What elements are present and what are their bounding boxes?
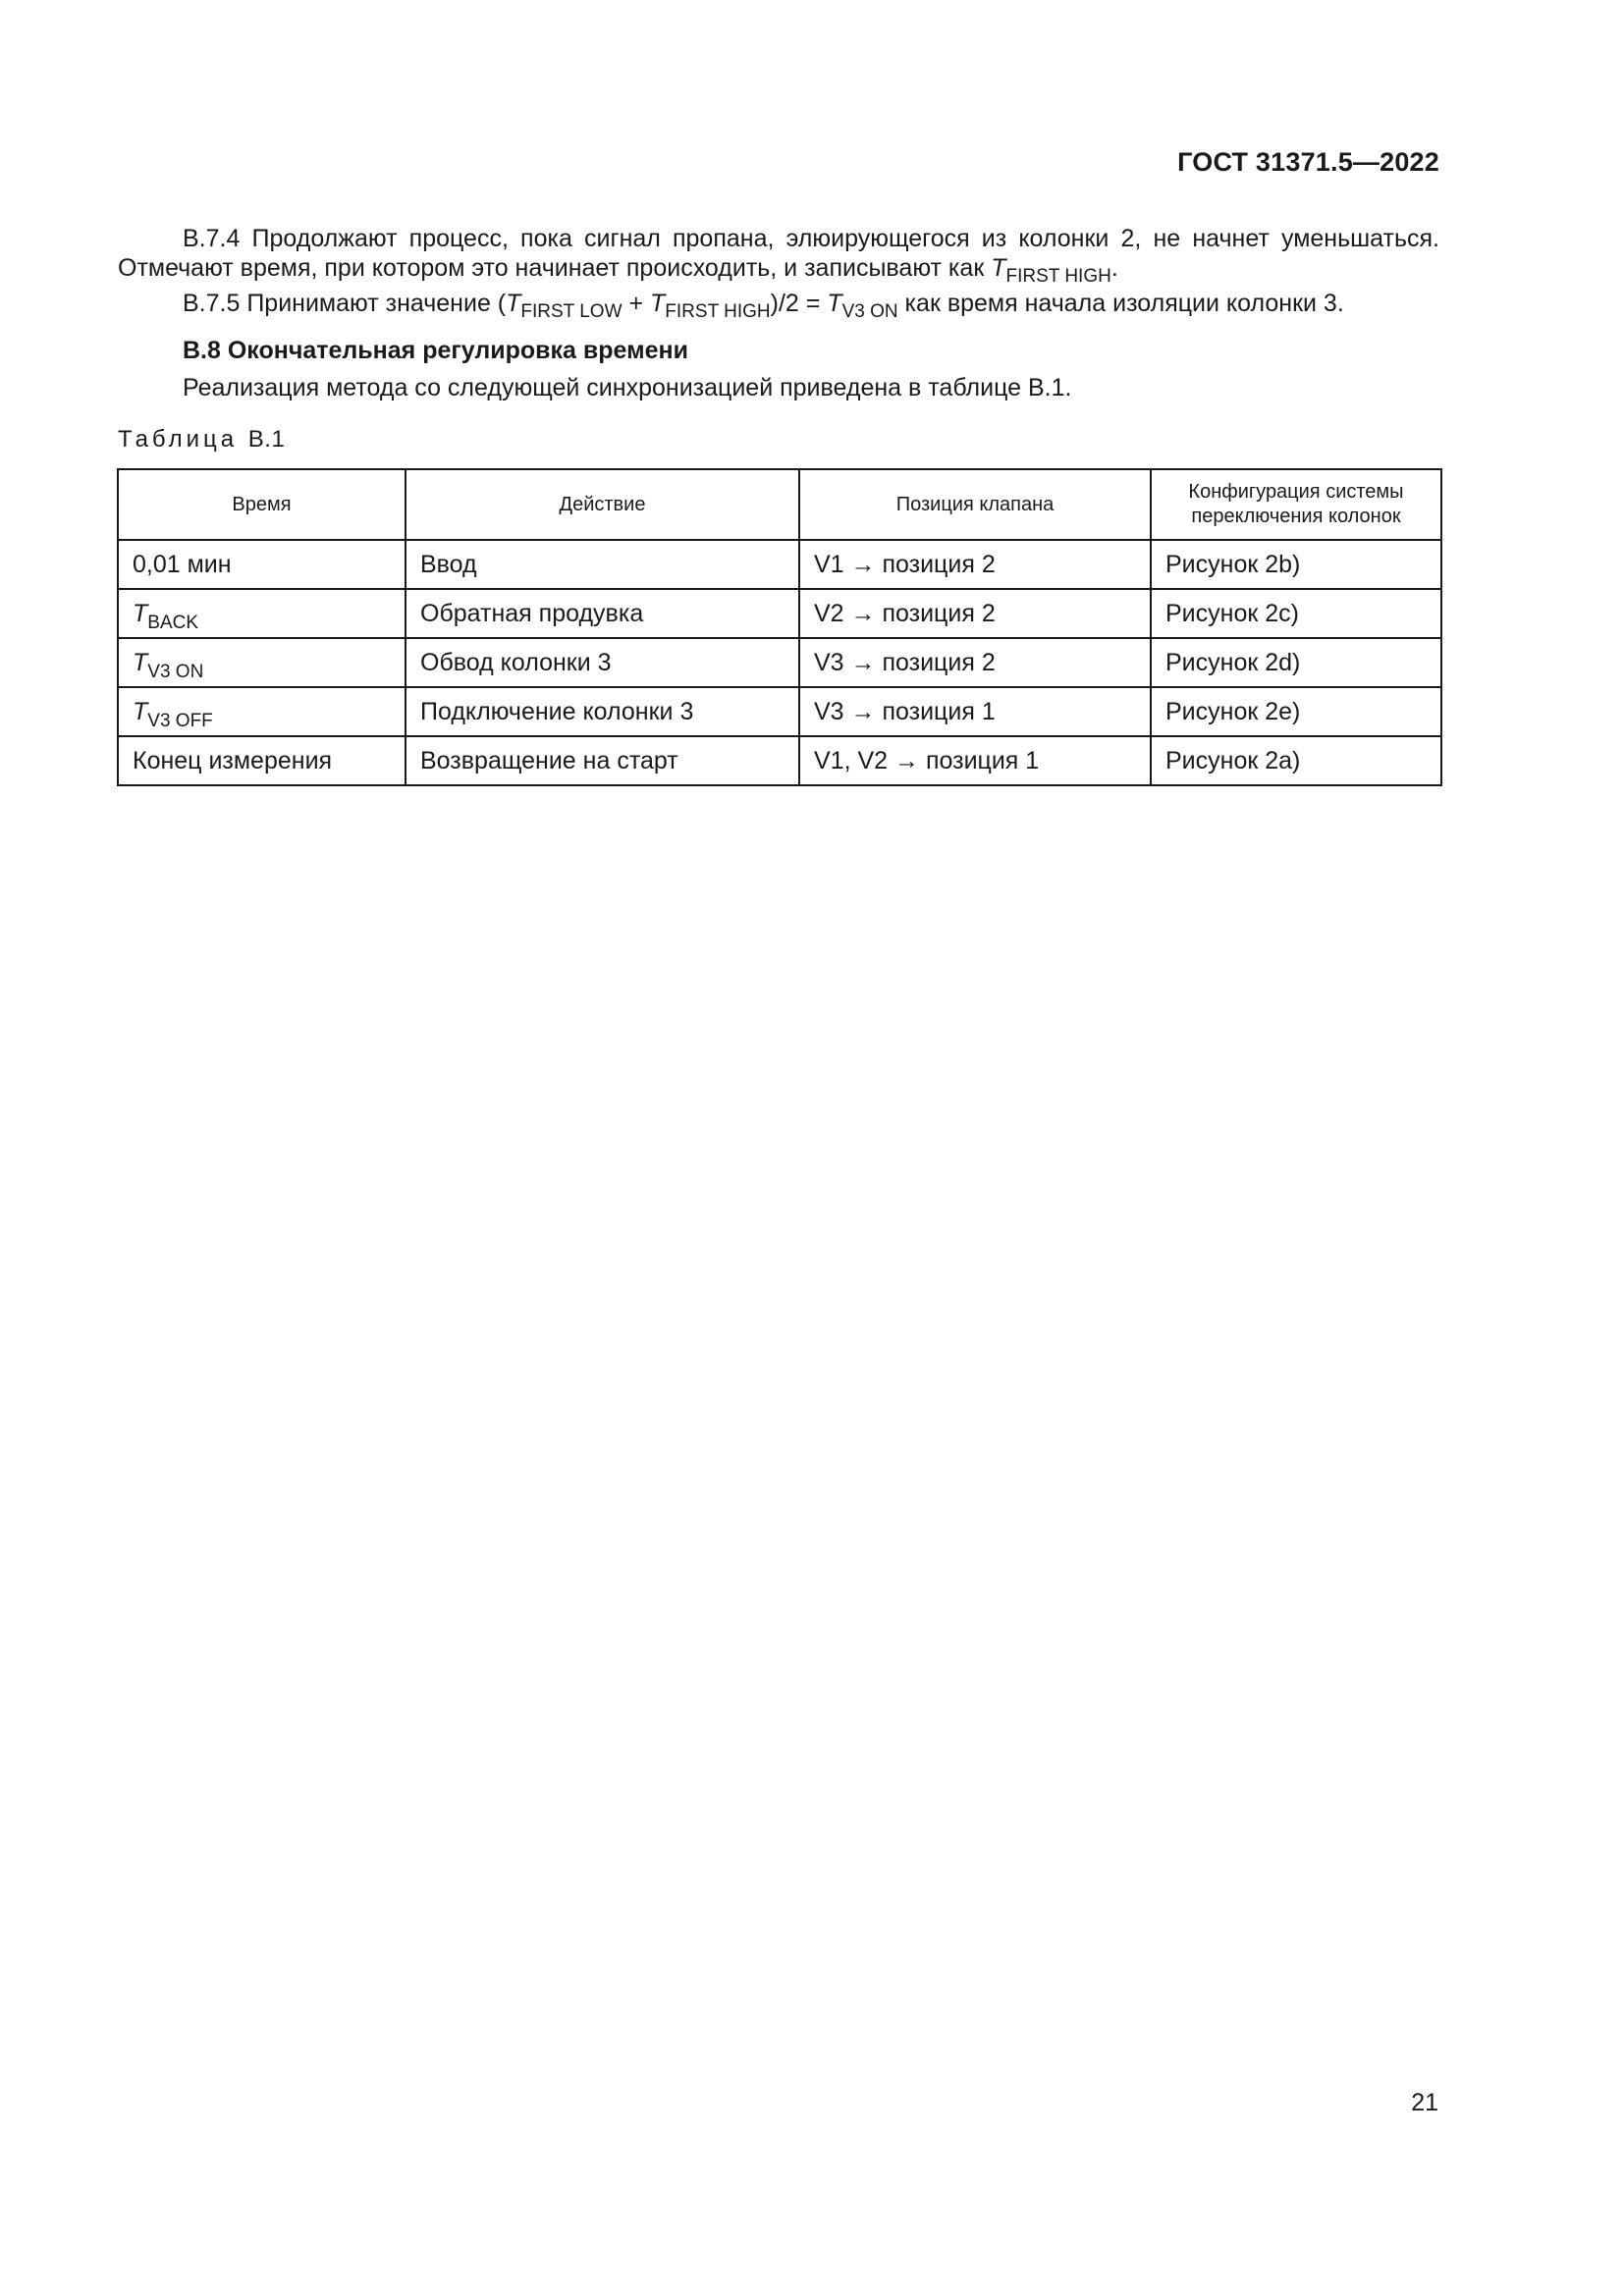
time-sub: V3 ON — [147, 661, 204, 682]
paragraph-b75 — [118, 289, 1439, 322]
table-caption-label: Таблица — [118, 426, 239, 453]
table-row — [118, 540, 1441, 589]
paragraph-intro — [118, 373, 1439, 402]
p2-t3: T — [827, 290, 842, 317]
cell-valve: V1, V2 → позиция 1 — [799, 736, 1151, 785]
timing-table — [117, 468, 1442, 786]
p2-t2: T — [650, 290, 666, 317]
section-heading-b8 — [118, 336, 1439, 365]
p2-a: B.7.5 Принимают значение ( — [183, 290, 507, 317]
table-row — [118, 638, 1441, 687]
cell-valve: V1 → позиция 2 — [799, 540, 1151, 589]
p2-s2: FIRST HIGH — [665, 301, 771, 322]
time-sub: BACK — [147, 612, 199, 633]
document-standard-number: ГОСТ 31371.5—2022 — [1177, 147, 1439, 177]
time-var: T — [133, 697, 148, 725]
p1-sub: FIRST HIGH — [1005, 266, 1111, 287]
cell-valve: V2 → позиция 2 — [799, 589, 1151, 638]
cell-action: Ввод — [406, 540, 799, 589]
p1-var: T — [991, 254, 1006, 282]
cell-time — [118, 638, 406, 687]
cell-time — [118, 540, 406, 589]
time-var: T — [133, 648, 148, 676]
p2-s3: V3 ON — [841, 301, 898, 322]
p1-text: B.7.4 Продолжают процесс, пока сигнал пропана, элюирующегося из колонки 2, не начнет уменьшаться. Отмечают время, при котором это начинает происходить, и записывают как — [118, 225, 1439, 282]
cell-action: Возвращение на старт — [406, 736, 799, 785]
table-caption — [118, 426, 285, 454]
cell-valve: V3 → позиция 1 — [799, 687, 1151, 736]
header-action: Действие — [406, 469, 799, 540]
page-number: 21 — [1411, 2089, 1438, 2116]
cell-time — [118, 589, 406, 638]
p1-end: . — [1110, 254, 1118, 282]
p2-c: как время начала изоляции колонки 3. — [897, 290, 1344, 317]
time-text: Конец измерения — [133, 746, 333, 774]
header-switching-config: Конфигурация системы переключения колонок — [1151, 469, 1441, 540]
intro-text: Реализация метода со следующей синхронизацией приведена в таблице B.1. — [183, 374, 1072, 401]
cell-config: Рисунок 2a) — [1151, 736, 1441, 785]
table-row — [118, 687, 1441, 736]
table-row — [118, 736, 1441, 785]
cell-valve: V3 → позиция 2 — [799, 638, 1151, 687]
cell-config: Рисунок 2e) — [1151, 687, 1441, 736]
p2-s1: FIRST LOW — [520, 301, 623, 322]
time-sub: V3 OFF — [147, 710, 213, 731]
section-title: B.8 Окончательная регулировка времени — [183, 337, 688, 364]
cell-config: Рисунок 2b) — [1151, 540, 1441, 589]
cell-config: Рисунок 2c) — [1151, 589, 1441, 638]
table-header-row — [118, 469, 1441, 540]
table-row — [118, 589, 1441, 638]
p2-plus: + — [622, 290, 651, 317]
cell-time — [118, 736, 406, 785]
table-caption-number: B.1 — [247, 426, 286, 453]
p2-t1: T — [506, 290, 521, 317]
time-text: 0,01 мин — [133, 550, 232, 578]
cell-action: Подключение колонки 3 — [406, 687, 799, 736]
paragraph-b74 — [118, 224, 1439, 287]
cell-config: Рисунок 2d) — [1151, 638, 1441, 687]
header-valve-position: Позиция клапана — [799, 469, 1151, 540]
cell-action: Обратная продувка — [406, 589, 799, 638]
cell-action: Обвод колонки 3 — [406, 638, 799, 687]
header-time: Время — [118, 469, 406, 540]
time-var: T — [133, 599, 148, 627]
p2-b: )/2 = — [770, 290, 828, 317]
cell-time — [118, 687, 406, 736]
